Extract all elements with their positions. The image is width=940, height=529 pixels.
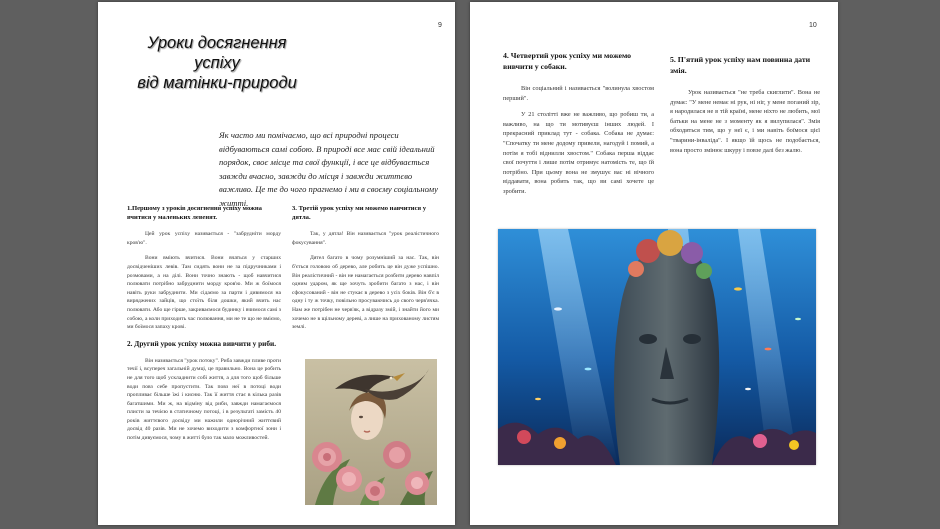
right-column-1 — [503, 50, 654, 204]
page-number-left: 9 — [438, 22, 442, 29]
section-4-paragraph-2: У 21 столітті вже не важливо, що робиш ти, а важливо, на що ти мотивуєш інших людей. І прекрасний приклад тут - собака. Собака не думає: "Спочатку ти мене додому привели, нагодуй і помий, а потім я тобі віднилли хвостом." Собака перша віддає свої почуття і лише потім отримує натомість те, що їй потрібно. При цьому вона не змушує вас ні вічного віддавати, вона робить так, що ви самі хочете це зробити. — [503, 111, 654, 195]
section-3-paragraph-1: Так, у дятла! Він називається "урок реалістичного фокусування". — [292, 231, 439, 246]
intro-paragraph: Як часто ми помічаємо, що всі природні процеси відбуваються самі собою. В природі все має свій ідеальний порядок, своє місце та свої функції, і все це відбувається завжди вчасно, завжди до місця і завжди життєво важливо. Це те до чого прагнемо і ми в своєму соціальному житті. — [219, 130, 438, 208]
left-page — [98, 2, 455, 525]
section-heading-3: 3. Третій урок успіху ми можемо навчитися у дятла. — [292, 205, 427, 221]
bird-girl-roses-illustration — [305, 359, 437, 505]
section-1-paragraph-1: Цей урок успіху називається - "забрудніти морду кров'ю". — [127, 231, 281, 246]
section-heading-2: 2. Другий урок успіху можна вивчити у риби. — [127, 338, 277, 348]
title-line-1: Уроки досягнення — [147, 34, 287, 52]
section-2-paragraph-1: Він називається "урок потоку". Риба завжди пливе проти течії і, всупереч загальній думці, це правильно. Вона це робить не для того щоб ускладнити собі життя, а для того щоб більше води повз себе пропустити. Так повз неї в потоці води пропливає більше їжі і кисню. Так її життя стає в кілька разів багатшими. Ми ж, на відміну від риби, завжди намагаємося плисти за течією в статичному потоці, і в результаті замість 40 років життєвого досвіду ми нажили однорічний життєвий досвід 40 разів. Ми не хочемо виходити з комфортної зони і потім дивуємося, чому в житті було так мало можливостей. — [127, 357, 281, 442]
page-title — [112, 33, 322, 93]
section-heading-1: 1.Першому з уроків досягнення успіху можна вчитися у маленьких левенят. — [127, 205, 262, 221]
section-5-paragraph-1: Урок називається "не треба скиглити". Вона не думає: "У мене немає ні рук, ні ніг, у мене поганий зір, я народилася не в тій країні, мене ніхто не любить, мої батьки на мене не з моменту як я вилупилася". Змія обходиться тим, що у неї є, і ми навіть боїмося цієї "тварини-інваліда". І якщо їй щось не подобається, вона просто змінює шкуру і повзе далі без жалю. — [670, 89, 820, 154]
left-column-2 — [292, 205, 439, 339]
page-number-right: 10 — [809, 22, 817, 29]
left-column-1 — [127, 205, 281, 450]
title-line-2: успіху — [194, 54, 240, 72]
underwater-stone-head-illustration — [498, 229, 816, 465]
section-heading-4: 4. Четвертий урок успіху ми можемо вивчити у собаки. — [503, 51, 632, 71]
section-1-paragraph-2: Вони вміють вчитися. Вони вчаться у старших досвідченіших левів. Там сидять вони не за підручниками і розмовами, а на ділі. Вони точно знають - щоб навчитися полювати потрібно забруднити морду кров'ю. Ми ж боїмося навіть руки забруднити. Ми сідаємо за парти і дивимося на виряджених зайців, що стоїть біля дошки, який вчить нас полювати. Або ще гірше, закриваємося будинку і вчимося самі з собою, а коли приходить час полювання, ми не те що не вміємо, ми боїмося запаху крові. — [127, 255, 281, 331]
section-heading-5: 5. П'ятий урок успіху нам повинна дати змія. — [670, 55, 811, 75]
right-column-2 — [670, 54, 820, 162]
section-3-paragraph-2: Дятел багато в чому розумніший за нас. Так, він б'ється головою об дерево, але робить це він дуже успішно. Він реалістичний - він не намагається розбити дерево навпіл одним ударом, як ще хочуть зробити багато з нас, і він сфокусований - він не стукає в дерево з усіх боків. Він б'є в одну і ту ж точку, повільно просуваючись до свого черв'ячка. Нам же потрібен не черв'як, а відразу змій, і знайти його ми хочемо не в щільному дереві, а лише на прихованому листям землі. — [292, 255, 439, 331]
right-page — [470, 2, 838, 525]
title-line-3: від матінки-природи — [137, 74, 297, 92]
section-4-paragraph-1: Він соціальний і називається "волинула хвостом перший". — [503, 85, 654, 102]
